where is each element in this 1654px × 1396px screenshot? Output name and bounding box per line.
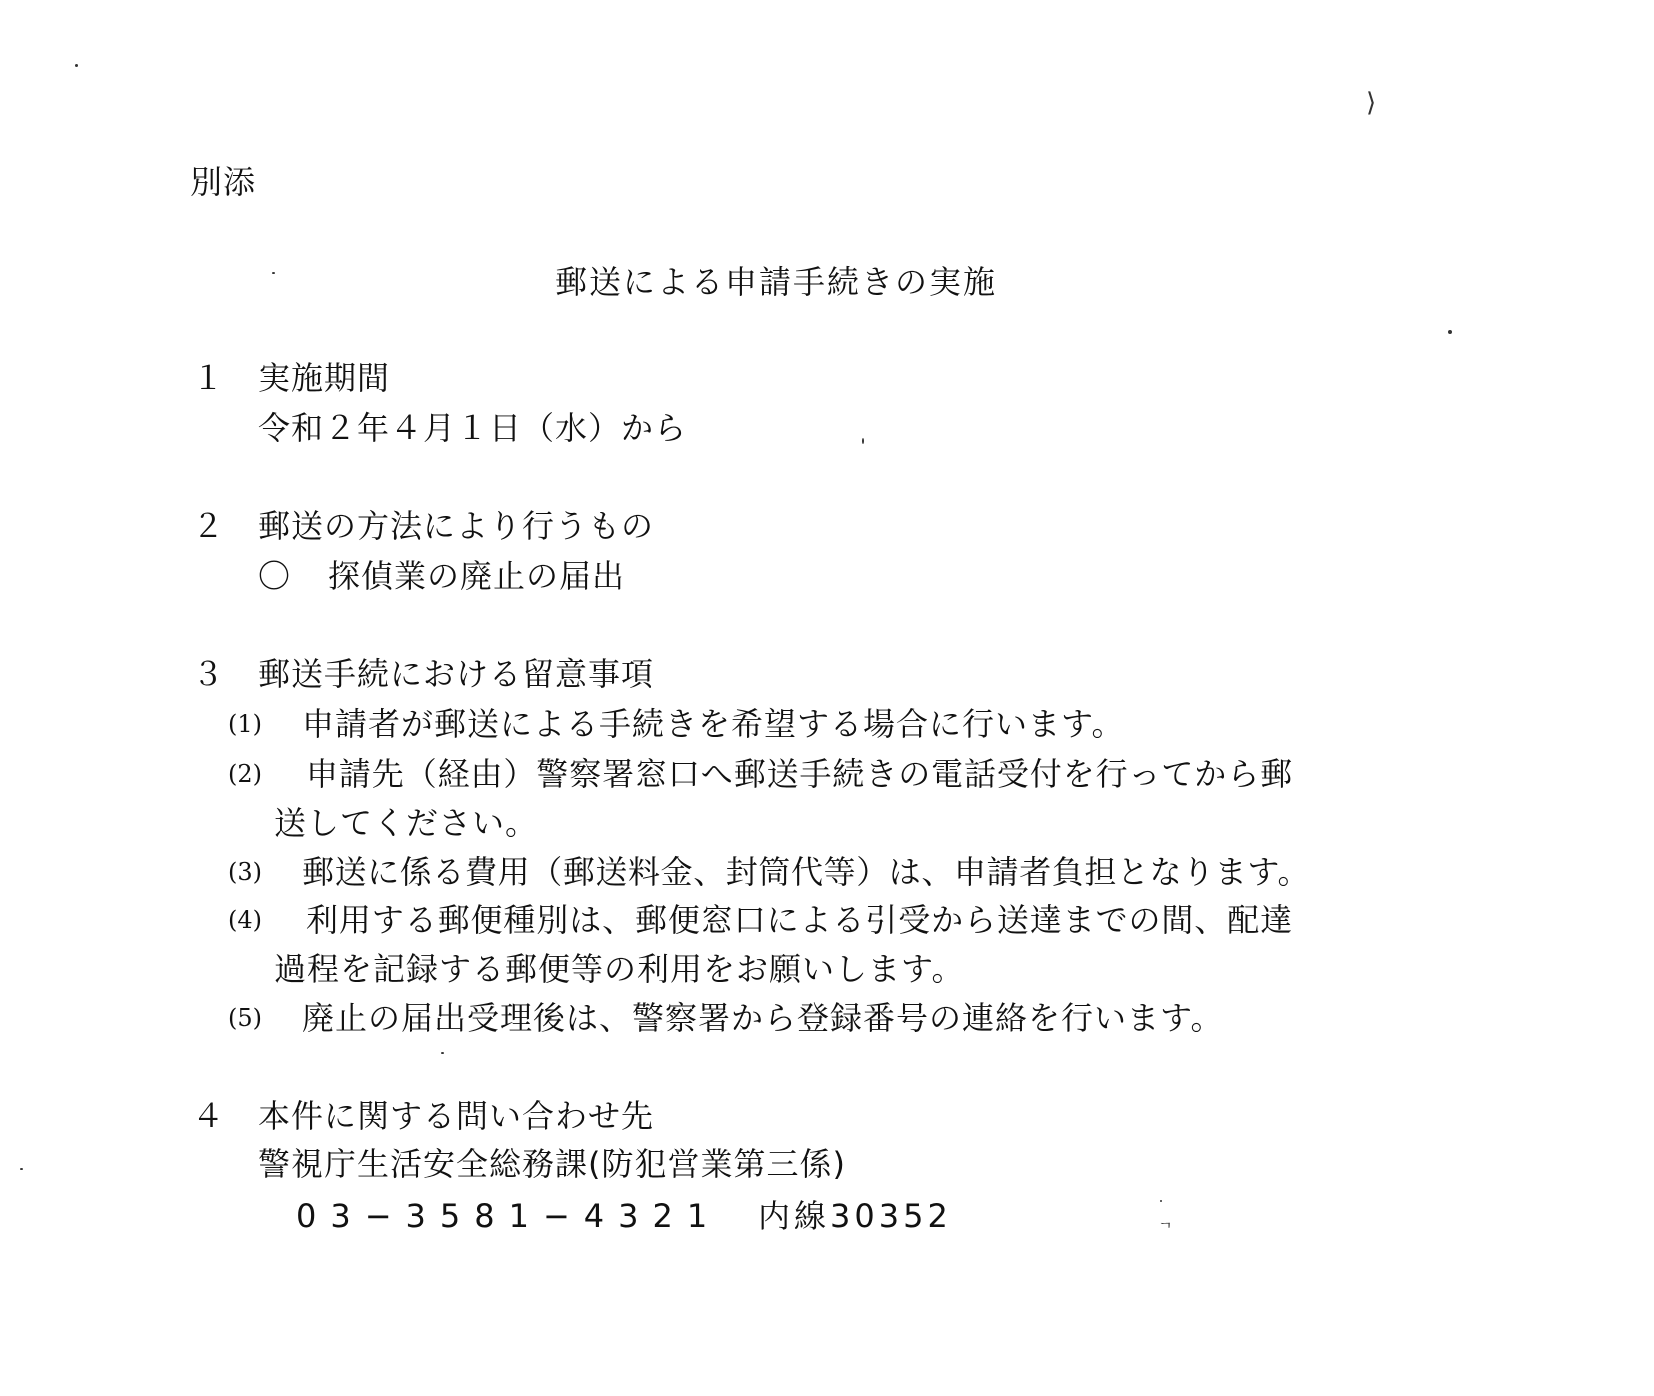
item-marker: (3) <box>228 858 262 886</box>
section-heading: 郵送の方法により行うもの <box>258 507 655 545</box>
scan-speck <box>441 1052 444 1054</box>
scan-speck <box>1160 1200 1162 1202</box>
item-marker: (2) <box>228 760 262 788</box>
contact-extension: 内線30352 <box>758 1197 952 1235</box>
section-number: １ <box>192 359 226 397</box>
item-marker: (5) <box>228 1004 262 1032</box>
mail-procedure-item: 探偵業の廃止の届出 <box>328 557 626 595</box>
scan-speck <box>272 272 275 274</box>
contact-phone: 03−3581−4321 <box>296 1197 722 1235</box>
scan-speck <box>75 64 78 67</box>
notice-item: 郵送に係る費用（郵送料金、封筒代等）は、申請者負担となります。 <box>302 853 1311 891</box>
item-marker: (1) <box>228 710 262 738</box>
section-heading: 本件に関する問い合わせ先 <box>258 1097 655 1135</box>
implementation-period: 令和２年４月１日（水）から <box>258 409 688 447</box>
bullet-marker: 〇 <box>258 557 292 595</box>
section-heading: 郵送手続における留意事項 <box>258 655 655 693</box>
section-heading: 実施期間 <box>258 359 391 397</box>
scan-mark: ᆨ <box>1158 1211 1174 1230</box>
notice-item-continued: 送してください。 <box>274 804 539 842</box>
scan-mark: ⟩ <box>1366 88 1377 118</box>
notice-item: 申請者が郵送による手続きを希望する場合に行います。 <box>302 705 1125 743</box>
section-number: ４ <box>192 1097 226 1135</box>
notice-item: 申請先（経由）警察署窓口へ郵送手続きの電話受付を行ってから郵 <box>306 755 1294 793</box>
attachment-label: 別添 <box>190 163 257 201</box>
notice-item: 廃止の届出受理後は、警察署から登録番号の連絡を行います。 <box>302 999 1224 1037</box>
notice-item-continued: 過程を記録する郵便等の利用をお願いします。 <box>274 950 965 988</box>
section-number: ３ <box>192 655 226 693</box>
scan-speck <box>1448 330 1452 334</box>
notice-item: 利用する郵便種別は、郵便窓口による引受から送達までの間、配達 <box>306 901 1294 939</box>
document-title: 郵送による申請手続きの実施 <box>555 263 998 301</box>
item-marker: (4) <box>228 906 262 934</box>
scan-speck <box>20 1168 23 1170</box>
contact-department: 警視庁生活安全総務課(防犯営業第三係) <box>258 1145 846 1183</box>
scan-speck <box>862 438 864 444</box>
section-number: ２ <box>192 507 226 545</box>
